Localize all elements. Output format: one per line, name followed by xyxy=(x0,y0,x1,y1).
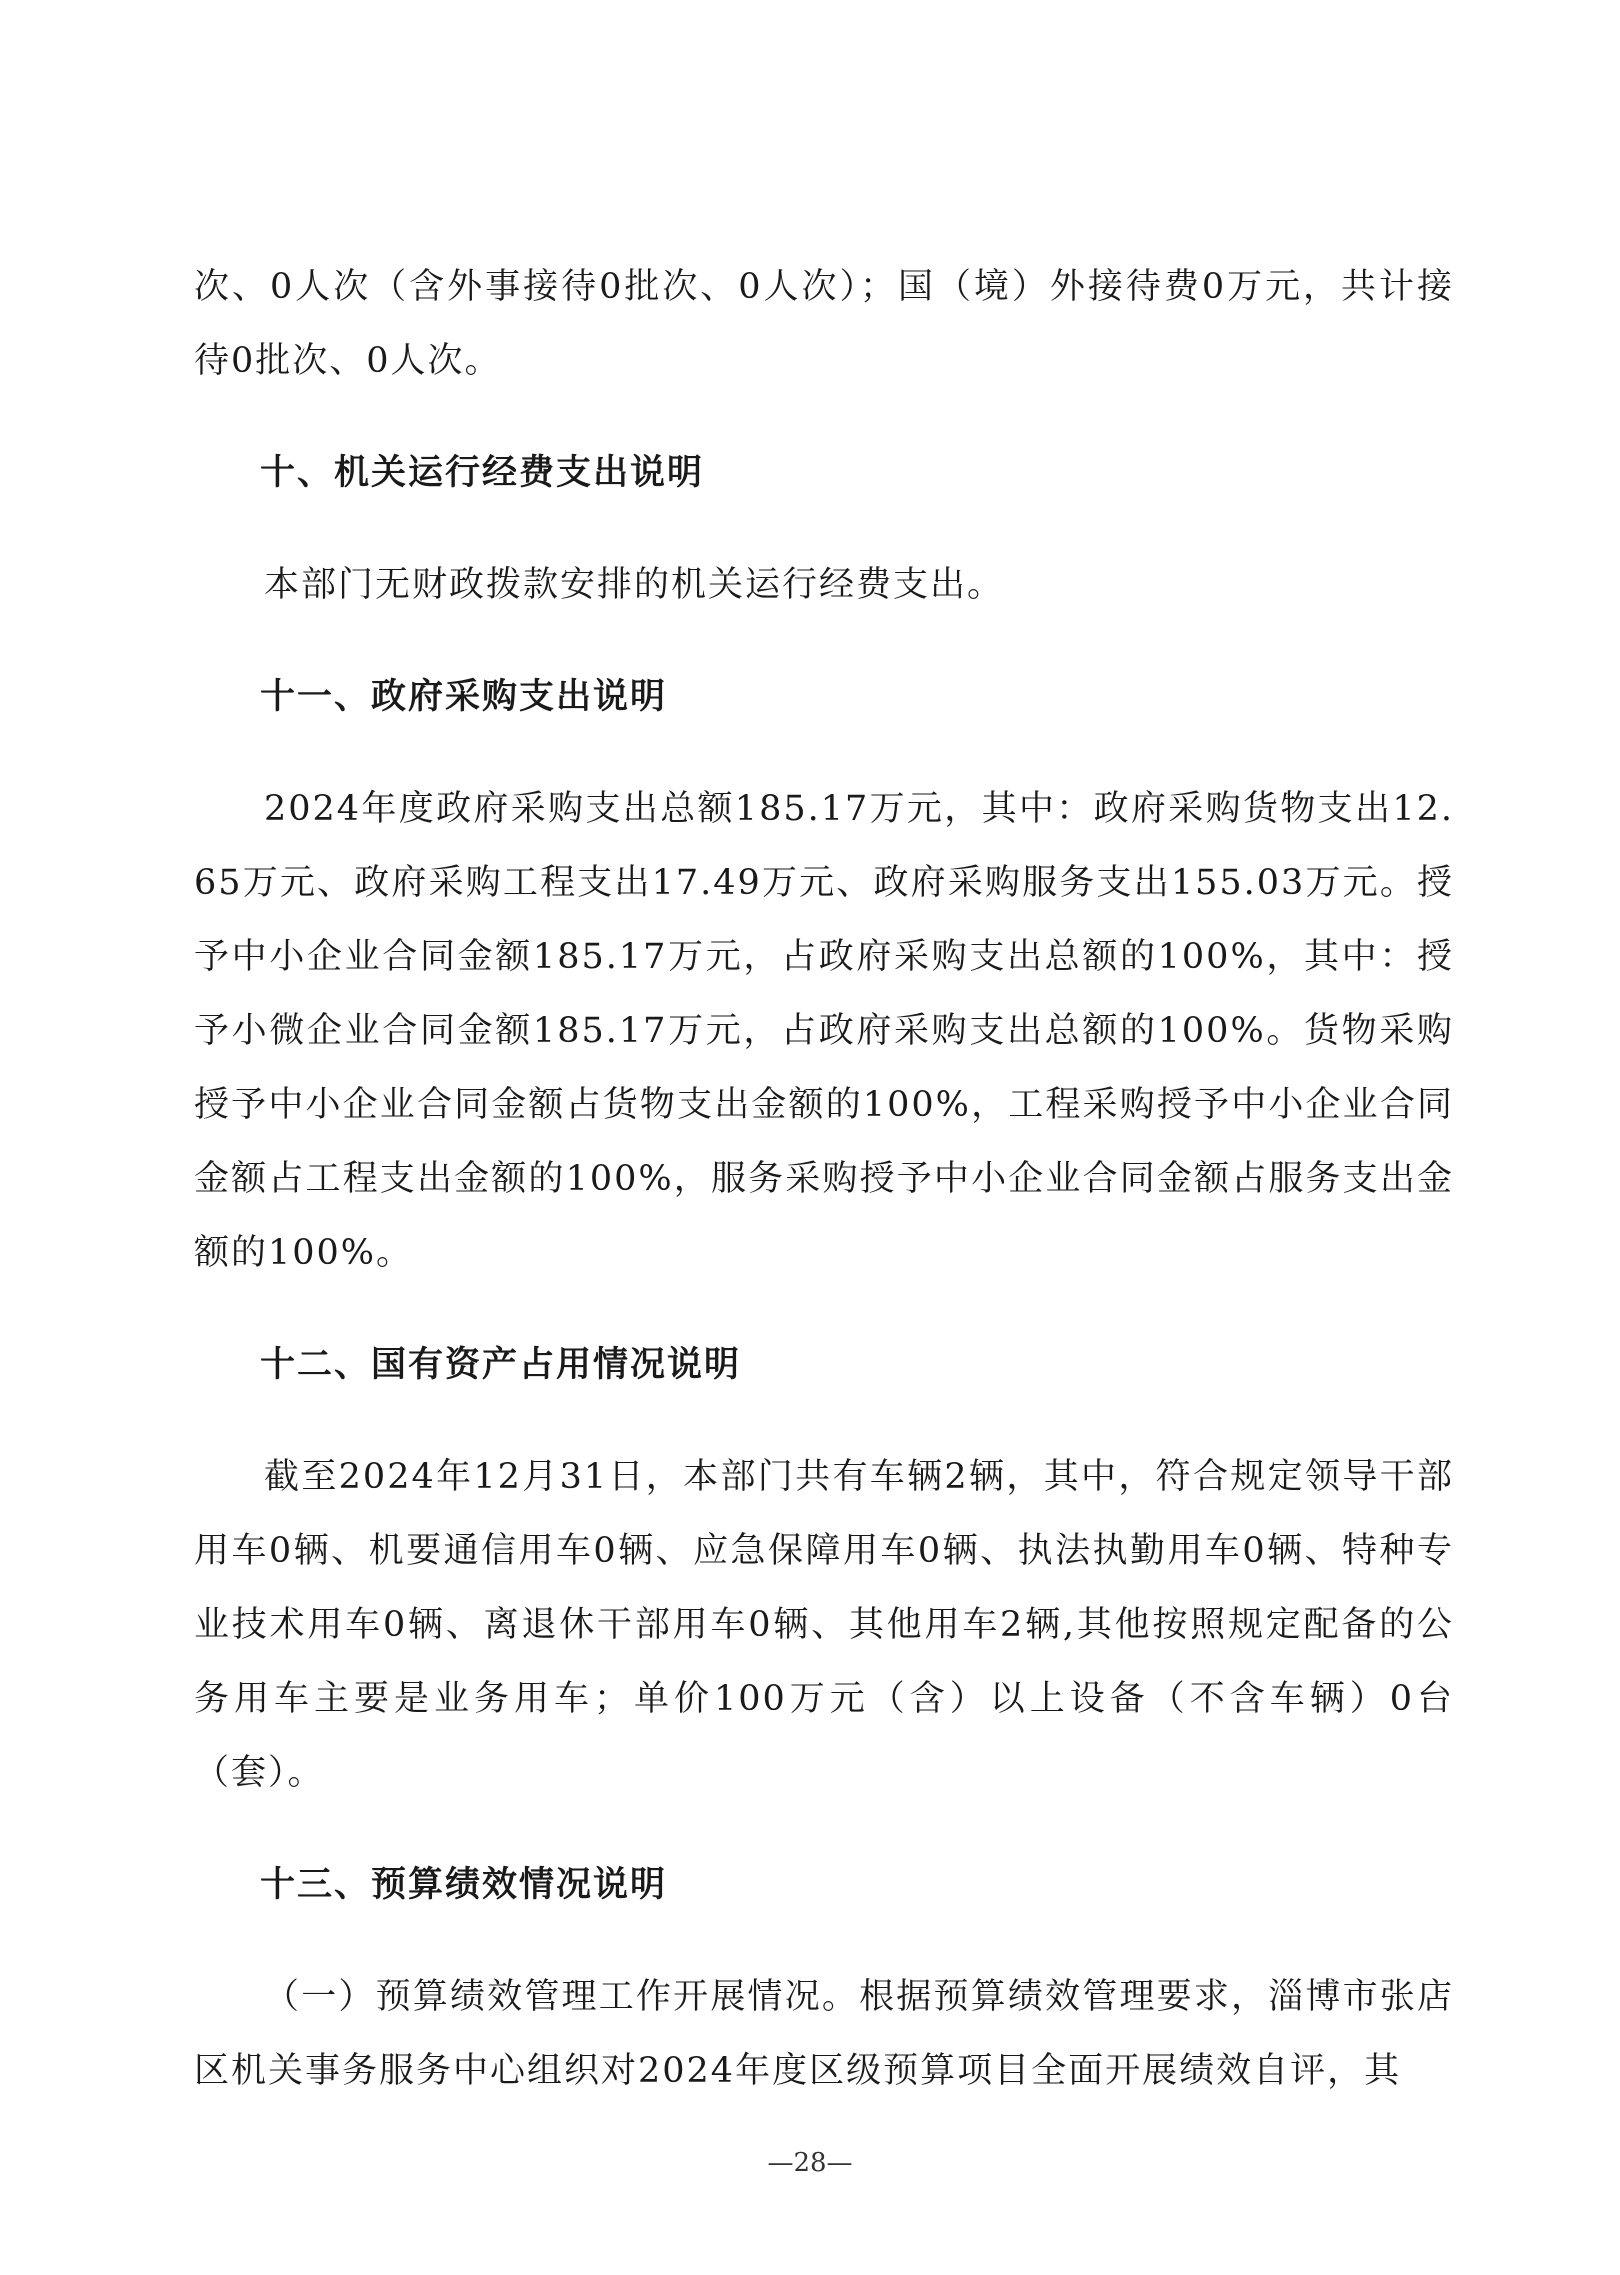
document-body xyxy=(194,250,1454,2108)
section-12-paragraph: 截至2024年12月31日，本部门共有车辆2辆，其中，符合规定领导干部用车0辆、机要通信用车0辆、应急保障用车0辆、执法执勤用车0辆、特种专业技术用车0辆、离退休干部用车0辆、其他用车2辆,其他按照规定配备的公务用车主要是业务用车；单价100万元（含）以上设备（不含车辆）0台（套）。 xyxy=(194,1457,1454,1793)
page-number: —28— xyxy=(767,2148,853,2178)
section-heading-10: 十、机关运行经费支出说明 xyxy=(260,453,705,493)
section-heading-11: 十一、政府采购支出说明 xyxy=(260,677,668,717)
section-13-paragraph: （一）预算绩效管理工作开展情况。根据预算绩效管理要求，淄博市张店区机关事务服务中心组织对2024年度区级预算项目全面开展绩效自评，其 xyxy=(194,1977,1454,2091)
continuation-paragraph: 次、0人次（含外事接待0批次、0人次）；国（境）外接待费0万元，共计接待0批次、0人次。 xyxy=(194,267,1454,381)
section-11-paragraph: 2024年度政府采购支出总额185.17万元，其中：政府采购货物支出12.65万元、政府采购工程支出17.49万元、政府采购服务支出155.03万元。授予中小企业合同金额185.17万元，占政府采购支出总额的100%，其中：授予小微企业合同金额185.17万元，占政府采购支出总额的100%。货物采购授予中小企业合同金额占货物支出金额的100%，工程采购授予中小企业合同金额占工程支出金额的100%，服务采购授予中小企业合同金额占服务支出金额的100%。 xyxy=(194,789,1454,1273)
section-heading-12: 十二、国有资产占用情况说明 xyxy=(260,1345,742,1385)
section-heading-13: 十三、预算绩效情况说明 xyxy=(260,1865,668,1905)
section-10-paragraph: 本部门无财政拨款安排的机关运行经费支出。 xyxy=(264,565,1005,605)
